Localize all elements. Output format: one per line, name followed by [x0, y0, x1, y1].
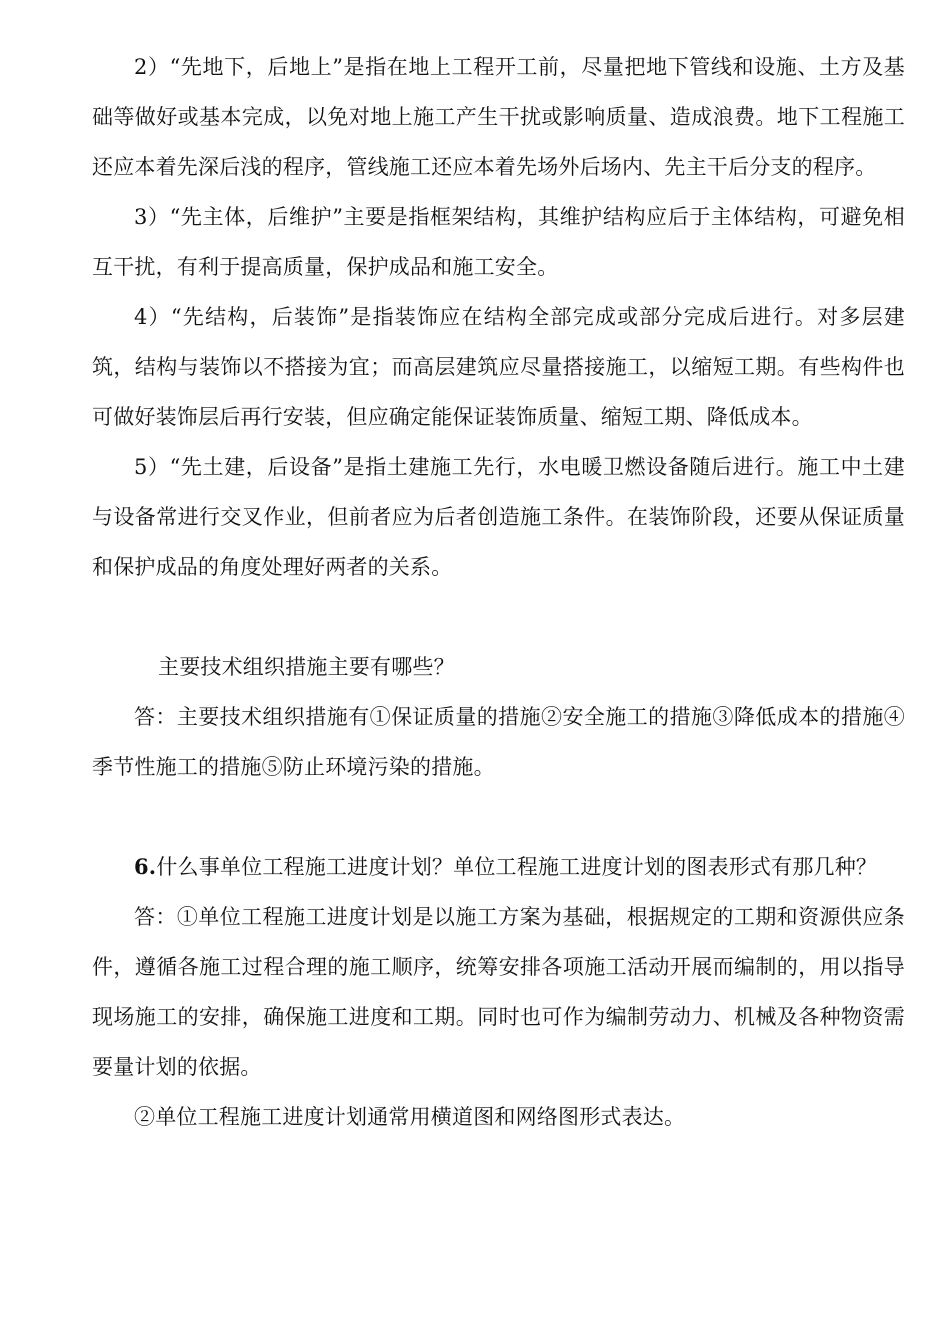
question-number: 6. [134, 854, 157, 879]
answer-technical-measures: 答：主要技术组织措施有①保证质量的措施②安全施工的措施③降低成本的措施④季节性施工的措施⑤防止环境污染的措施。 [92, 705, 905, 779]
question-schedule-plan [92, 842, 905, 892]
question-technical-measures: 主要技术组织措施主要有哪些？ [158, 655, 455, 679]
paragraph-structure-before-decoration: 4）“先结构，后装饰”是指装饰应在结构全部完成或部分完成后进行。对多层建筑，结构与装饰以不搭接为宜；而高层建筑应尽量搭接施工，以缩短工期。有些构件也可做好装饰层后再行安装，但应确定能保证装饰质量、缩短工期、降低成本。 [92, 305, 905, 429]
document-page [92, 42, 905, 1142]
paragraph-underground-first: 2）“先地下，后地上”是指在地上工程开工前，尽量把地下管线和设施、土方及基础等做好或基本完成，以免对地上施工产生干扰或影响质量、造成浪费。地下工程施工还应本着先深后浅的程序，管线施工还应本着先场外后场内、先主干后分支的程序。 [92, 55, 905, 179]
answer-schedule-forms: ②单位工程施工进度计划通常用横道图和网络图形式表达。 [134, 1105, 686, 1129]
paragraph-main-structure-first: 3）“先主体，后维护”主要是指框架结构，其维护结构应后于主体结构，可避免相互干扰，有利于提高质量，保护成品和施工安全。 [92, 205, 905, 279]
answer-schedule-definition: 答：①单位工程施工进度计划是以施工方案为基础，根据规定的工期和资源供应条件，遵循各施工过程合理的施工顺序，统筹安排各项施工活动开展而编制的，用以指导现场施工的安排，确保施工进度和工期。同时也可作为编制劳动力、机械及各种物资需要量计划的依据。 [92, 905, 905, 1079]
question-schedule-text: 什么事单位工程施工进度计划？单位工程施工进度计划的图表形式有那几种？ [156, 855, 878, 879]
paragraph-civil-before-equipment: 5）“先土建，后设备”是指土建施工先行，水电暖卫燃设备随后进行。施工中土建与设备常进行交叉作业，但前者应为后者创造施工条件。在装饰阶段，还要从保证质量和保护成品的角度处理好两者的关系。 [92, 455, 905, 579]
